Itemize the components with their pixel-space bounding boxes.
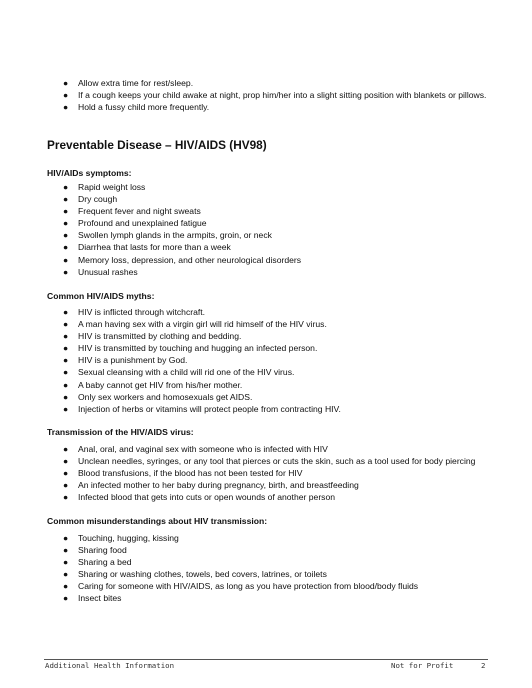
list-item <box>46 379 506 391</box>
bullet-icon: ● <box>63 480 69 491</box>
myths-heading: Common HIV/AIDS myths: <box>47 291 155 301</box>
bullet-icon: ● <box>63 593 69 604</box>
list-item <box>46 544 506 556</box>
bullet-icon: ● <box>63 90 69 101</box>
list-item <box>46 266 506 278</box>
list-item-text: Swollen lymph glands in the armpits, groin, or neck <box>78 230 272 241</box>
list-item-text: Unusual rashes <box>78 266 138 277</box>
footer-center-text: Not for Profit <box>391 661 454 670</box>
list-item <box>46 354 506 366</box>
bullet-icon: ● <box>63 444 69 454</box>
list-item <box>46 254 506 266</box>
list-item-text: A man having sex with a virgin girl will rid himself of the HIV virus. <box>78 319 327 330</box>
bullet-icon: ● <box>63 331 69 342</box>
list-item <box>46 455 506 467</box>
list-item-text: Infected blood that gets into cuts or open wounds of another person <box>78 492 336 503</box>
bullet-icon: ● <box>63 557 69 568</box>
list-item <box>46 77 496 89</box>
bullet-icon: ● <box>63 403 69 414</box>
list-item-text: Rapid weight loss <box>78 182 146 192</box>
list-item-text: Sexual cleansing with a child will rid one of the HIV virus. <box>78 367 295 378</box>
list-item-text: HIV is transmitted by clothing and bedding. <box>78 331 242 342</box>
list-item <box>46 318 506 330</box>
bullet-icon: ● <box>63 254 69 265</box>
list-item-text: Sharing food <box>78 545 127 556</box>
list-item-text: Insect bites <box>78 593 122 604</box>
list-item-text: HIV is inflicted through witchcraft. <box>78 307 206 317</box>
bullet-icon: ● <box>63 468 69 479</box>
transmission-heading: Transmission of the HIV/AIDS virus: <box>47 427 194 437</box>
list-item <box>46 366 506 378</box>
list-item-text: Unclean needles, syringes, or any tool that pierces or cuts the skin, such as a tool used for body piercing <box>78 456 476 467</box>
list-item-text: Touching, hugging, kissing <box>78 533 179 543</box>
bullet-icon: ● <box>63 355 69 366</box>
list-item <box>46 479 506 491</box>
list-item-text: Diarrhea that lasts for more than a week <box>78 242 231 253</box>
bullet-icon: ● <box>63 581 69 592</box>
misunderstandings-list <box>46 532 506 605</box>
list-item-text: If a cough keeps your child awake at night, prop him/her into a slight sitting position with blankets or pillows. <box>78 90 487 101</box>
bullet-icon: ● <box>63 343 69 354</box>
list-item-text: Only sex workers and homosexuals get AIDS. <box>78 391 253 402</box>
bullet-icon: ● <box>63 102 69 113</box>
list-item-text: Sharing or washing clothes, towels, bed covers, latrines, or toilets <box>78 569 327 580</box>
list-item <box>46 403 506 415</box>
list-item-text: HIV is a punishment by God. <box>78 355 188 366</box>
list-item <box>46 556 506 568</box>
bullet-icon: ● <box>63 307 69 317</box>
list-item <box>46 181 506 193</box>
bullet-icon: ● <box>63 545 69 556</box>
list-item <box>46 443 506 455</box>
bullet-icon: ● <box>63 533 69 543</box>
list-item <box>46 217 506 229</box>
list-item-text: A baby cannot get HIV from his/her mother. <box>78 379 243 390</box>
list-item <box>46 89 496 101</box>
list-item <box>46 342 506 354</box>
bullet-icon: ● <box>63 569 69 580</box>
symptoms-list <box>46 181 506 278</box>
list-item-text: Allow extra time for rest/sleep. <box>78 78 194 88</box>
bullet-icon: ● <box>63 182 69 192</box>
footer-divider <box>44 659 488 660</box>
list-item <box>46 193 506 205</box>
care-tips-list <box>46 77 496 113</box>
transmission-list <box>46 443 506 503</box>
list-item-text: HIV is transmitted by touching and hugging an infected person. <box>78 343 318 354</box>
bullet-icon: ● <box>63 456 69 467</box>
list-item <box>46 205 506 217</box>
list-item <box>46 568 506 580</box>
list-item <box>46 391 506 403</box>
bullet-icon: ● <box>63 391 69 402</box>
list-item-text: Anal, oral, and vaginal sex with someone who is infected with HIV <box>78 444 328 454</box>
list-item-text: Profound and unexplained fatigue <box>78 218 207 229</box>
bullet-icon: ● <box>63 242 69 253</box>
list-item-text: Frequent fever and night sweats <box>78 206 201 217</box>
list-item <box>46 306 506 318</box>
bullet-icon: ● <box>63 367 69 378</box>
bullet-icon: ● <box>63 194 69 205</box>
bullet-icon: ● <box>63 492 69 503</box>
section-title: Preventable Disease – HIV/AIDS (HV98) <box>47 138 267 152</box>
bullet-icon: ● <box>63 266 69 277</box>
bullet-icon: ● <box>63 218 69 229</box>
misunderstandings-heading: Common misunderstandings about HIV transmission: <box>47 516 268 526</box>
list-item-text: Dry cough <box>78 194 118 205</box>
myths-list <box>46 306 506 415</box>
list-item-text: Hold a fussy child more frequently. <box>78 102 210 113</box>
list-item <box>46 592 506 604</box>
bullet-icon: ● <box>63 319 69 330</box>
list-item-text: Blood transfusions, if the blood has not been tested for HIV <box>78 468 303 479</box>
list-item <box>46 101 496 113</box>
bullet-icon: ● <box>63 230 69 241</box>
bullet-icon: ● <box>63 78 69 88</box>
list-item <box>46 330 506 342</box>
list-item-text: Sharing a bed <box>78 557 132 568</box>
list-item-text: Injection of herbs or vitamins will protect people from contracting HIV. <box>78 403 341 414</box>
list-item <box>46 532 506 544</box>
list-item <box>46 491 506 503</box>
list-item <box>46 229 506 241</box>
page-number: 2 <box>481 661 486 670</box>
list-item <box>46 241 506 253</box>
bullet-icon: ● <box>63 206 69 217</box>
list-item <box>46 580 506 592</box>
bullet-icon: ● <box>63 379 69 390</box>
list-item-text: An infected mother to her baby during pregnancy, birth, and breastfeeding <box>78 480 359 491</box>
list-item <box>46 467 506 479</box>
footer-left-text: Additional Health Information <box>45 661 175 670</box>
list-item-text: Memory loss, depression, and other neurological disorders <box>78 254 302 265</box>
list-item-text: Caring for someone with HIV/AIDS, as long as you have protection from blood/body fluids <box>78 581 419 592</box>
symptoms-heading: HIV/AIDs symptoms: <box>47 168 132 178</box>
